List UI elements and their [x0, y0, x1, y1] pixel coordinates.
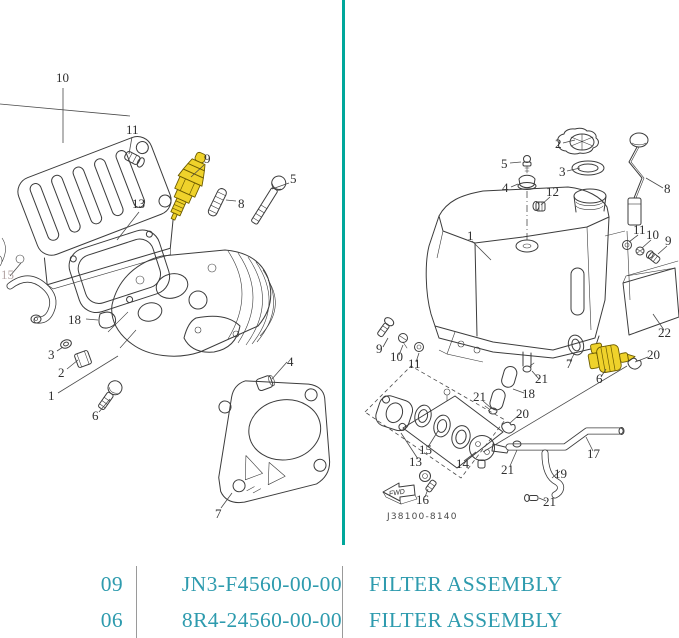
fwd-label: FWD: [388, 488, 406, 498]
part-callout: 14: [456, 456, 469, 471]
part-callout: 19: [554, 466, 567, 481]
fuel-cap: [558, 128, 599, 154]
part-callout: 4: [502, 180, 509, 195]
valve-seal: [74, 350, 92, 368]
part-callout: 21: [473, 389, 486, 404]
breather-valve: [523, 156, 531, 174]
part-number: JN3-F4560-00-00: [181, 571, 342, 596]
part-callout: 18: [68, 312, 81, 327]
part-callout: 7: [566, 356, 573, 371]
head-bolt: [95, 378, 125, 412]
drain-fitting: [525, 495, 539, 502]
part-callout: 17: [587, 446, 600, 461]
cylinder-head-diagram: [0, 0, 343, 560]
part-callout: 8: [664, 181, 671, 196]
part-callout: 21: [543, 494, 556, 509]
part-callout: 13: [132, 196, 145, 211]
part-callout: 9: [376, 341, 383, 356]
part-callout: 2: [555, 136, 562, 151]
dowel-pin: [255, 374, 276, 391]
diagram-code: J38100-8140: [387, 512, 458, 522]
part-callout: 18: [522, 386, 535, 401]
part-callout: 3: [559, 164, 566, 179]
fuel-tank-diagram: [343, 0, 679, 560]
part-callout: 10: [56, 70, 69, 85]
parts-table: [0, 566, 679, 638]
panel-divider: [342, 0, 345, 545]
part-callout: 9: [204, 151, 211, 166]
cover-bolt: [123, 150, 145, 168]
side-cover: [623, 261, 679, 335]
part-ref: 09: [100, 571, 123, 596]
part-callout: 2: [58, 365, 65, 380]
callouts-left: [1, 70, 297, 521]
part-callout: 15: [419, 442, 432, 457]
part-number: 8R4-24560-00-00: [181, 607, 342, 632]
manifold-assembly: [365, 366, 509, 478]
part-callout: 3: [48, 347, 55, 362]
part-ref: 06: [100, 607, 123, 632]
part-callout: 16: [416, 492, 429, 507]
edge-leader-line: [0, 104, 130, 116]
hose-clamp-upper: [523, 363, 534, 372]
hose-clip: [628, 358, 641, 369]
part-callout: 10: [390, 349, 403, 364]
head-gasket: [206, 370, 338, 505]
part-description: FILTER ASSEMBLY: [369, 607, 563, 632]
part-callout: 8: [238, 196, 245, 211]
tank-fasteners-left: [375, 316, 423, 352]
cap-gasket: [572, 161, 604, 175]
fuel-filter: [586, 337, 637, 375]
part-description: FILTER ASSEMBLY: [369, 571, 563, 596]
valve-cover: [9, 132, 190, 300]
part-callout: 20: [516, 406, 529, 421]
part-callout: 7: [215, 506, 222, 521]
part-callout: 1: [48, 388, 55, 403]
part-callout: 4: [287, 354, 294, 369]
part-callout: 11: [408, 356, 421, 371]
part-callout: 12: [546, 184, 559, 199]
oil-dipstick: [628, 133, 648, 225]
part-callout: 13: [409, 454, 422, 469]
table-row: [0, 602, 679, 638]
fuel-hose-upper: [488, 364, 518, 413]
part-callout: 22: [658, 325, 671, 340]
part-callout: 20: [647, 347, 660, 362]
cylinder-bolt: [248, 173, 288, 226]
part-callout: 10: [646, 227, 659, 242]
fuel-pipe: [509, 428, 624, 448]
cylinder-head: [108, 250, 275, 356]
part-callout: 1: [467, 228, 474, 243]
stud-bolt: [207, 187, 228, 217]
fuel-tank: [426, 187, 630, 367]
part-callout: 6: [92, 408, 99, 423]
part-callout: 11: [633, 222, 646, 237]
grommet: [518, 175, 536, 189]
part-callout: 21: [501, 462, 514, 477]
part-callout: 5: [290, 171, 297, 186]
part-callout: 9: [665, 233, 672, 248]
part-callout: 21: [535, 371, 548, 386]
breather-hose: [10, 279, 53, 323]
edge-fragment: [0, 238, 6, 266]
edge-washer: [16, 255, 24, 263]
table-row: [0, 566, 679, 602]
part-callout: 11: [126, 122, 139, 137]
part-callout: 15: [1, 267, 14, 282]
part-callout: 5: [501, 156, 508, 171]
fwd-arrow: [383, 483, 417, 504]
valve-cover-gasket: [64, 225, 174, 317]
part-callout: 6: [596, 371, 603, 386]
pipe-clip: [502, 422, 515, 433]
